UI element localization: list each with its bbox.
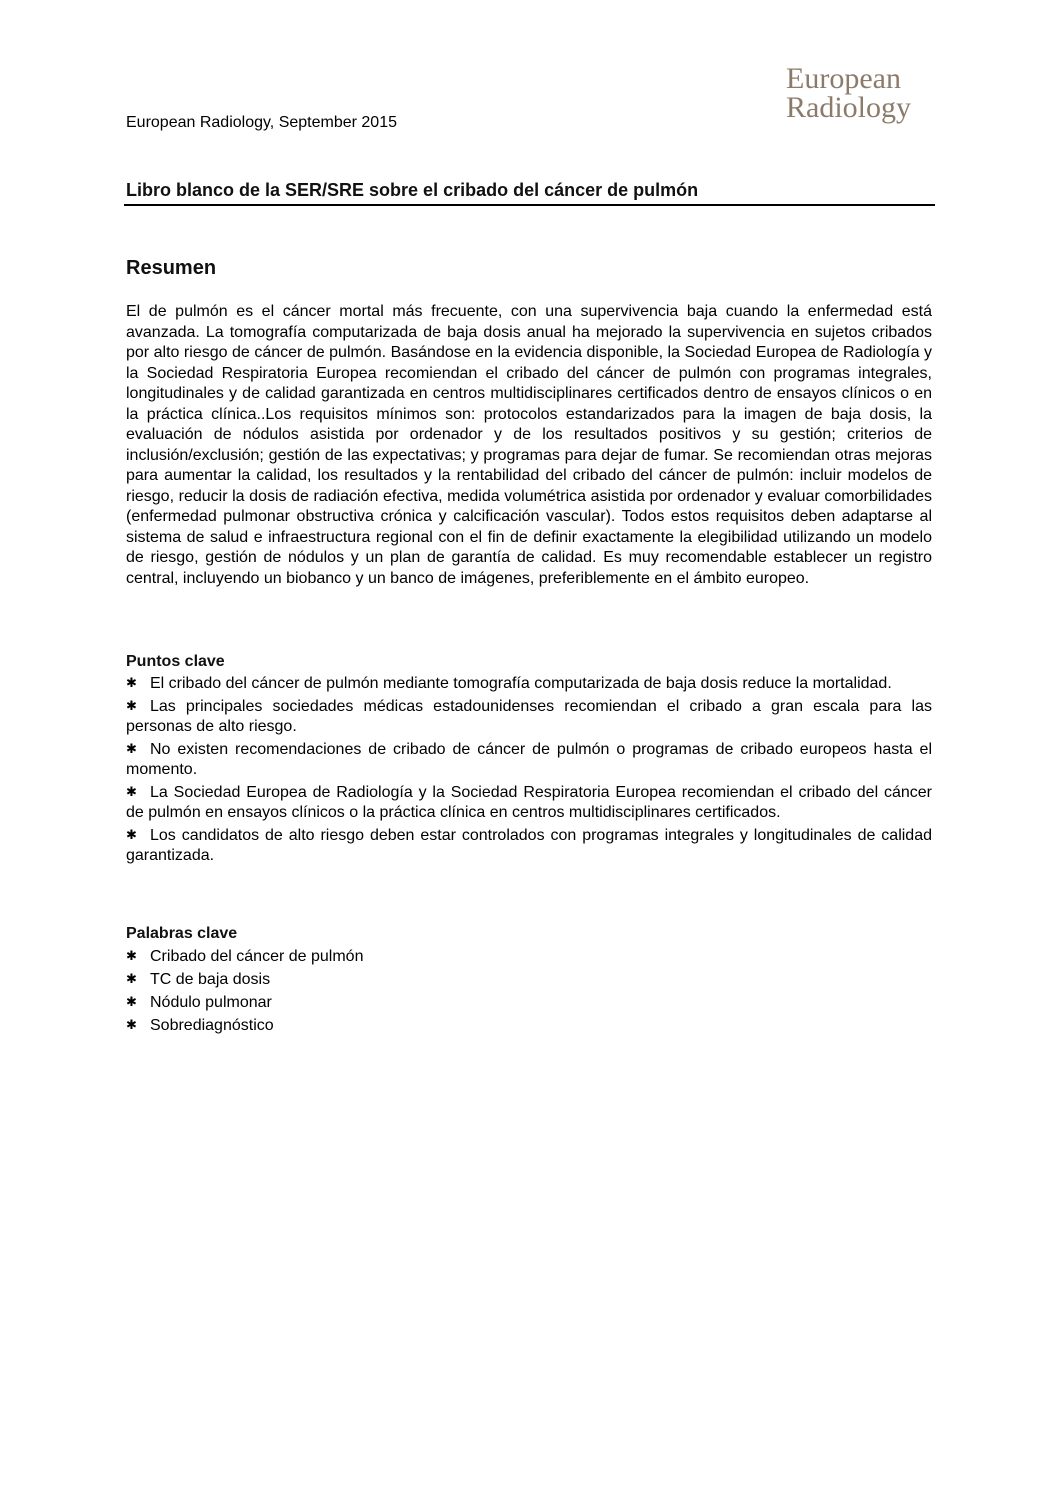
key-point-text: Los candidatos de alto riesgo deben estar controlados con programas integrales y longitudinales de calidad garantizada. [126,826,932,864]
bullet-icon: ✱ [126,971,137,986]
key-point-text: No existen recomendaciones de cribado de cáncer de pulmón o programas de cribado europeos hasta el momento. [126,740,932,778]
key-point-text: El cribado del cáncer de pulmón mediante tomografía computarizada de baja dosis reduce la mortalidad. [150,675,892,692]
keywords-list [126,945,363,1037]
logo-line-1: European [786,62,901,95]
title-divider [124,204,935,206]
key-points-list [126,673,932,868]
keyword-item [126,945,363,968]
bullet-icon: ✱ [126,994,137,1009]
key-point-text: Las principales sociedades médicas estadounidenses recomiendan el cribado a gran escala para las personas de alto riesgo. [126,697,932,735]
bullet-icon: ✱ [126,740,137,756]
bullet-icon: ✱ [126,697,137,713]
key-point-text: La Sociedad Europea de Radiología y la Sociedad Respiratoria Europea recomiendan el cribado del cáncer de pulmón en ensayos clínicos o la práctica clínica en centros multidisciplinares certificados. [126,783,932,821]
keyword-item [126,1014,363,1037]
key-point-item [126,673,932,695]
document-title: Libro blanco de la SER/SRE sobre el cribado del cáncer de pulmón [126,180,699,200]
keyword-item [126,991,363,1014]
bullet-icon: ✱ [126,783,137,799]
abstract-text: El de pulmón es el cáncer mortal más frecuente, con una supervivencia baja cuando la enfermedad está avanzada. La tomografía computarizada de baja dosis anual ha mejorado la supervivencia en sujetos cribados por alto riesgo de cáncer de pulmón. Basándose en la evidencia disponible, la Sociedad Europea de Radiología y la Sociedad Respiratoria Europea recomiendan el cribado del cáncer de pulmón con programas integrales, longitudinales y de calidad garantizada en centros multidisciplinares certificados dentro de ensayos clínicos o en la práctica clínica..Los requisitos mínimos son: protocolos estandarizados para la imagen de baja dosis, la evaluación de nódulos asistida por ordenador y de los resultados positivos y su gestión; criterios de inclusión/exclusión; gestión de las expectativas; y programas para dejar de fumar. Se recomiendan otras mejoras para aumentar la calidad, los resultados y la rentabilidad del cribado del cáncer de pulmón: incluir modelos de riesgo, reducir la dosis de radiación efectiva, medida volumétrica asistida por ordenador y evaluar comorbilidades (enfermedad pulmonar obstructiva crónica y calcificación vascular). Todos estos requisitos deben adaptarse al sistema de salud e infraestructura regional con el fin de definir exactamente la elegibilidad utilizando un modelo de riesgo, gestión de nódulos y un plan de garantía de calidad. Es muy recomendable establecer un registro central, incluyendo un biobanco y un banco de imágenes, preferiblemente en el ámbito europeo. [126,303,932,587]
key-point-item [126,825,932,867]
keyword-text: TC de baja dosis [150,971,271,988]
keyword-text: Cribado del cáncer de pulmón [150,948,364,965]
bullet-icon: ✱ [126,1017,137,1032]
abstract-heading: Resumen [126,257,217,279]
keyword-item [126,968,363,991]
keywords-heading: Palabras clave [126,925,238,942]
key-point-item [126,696,932,738]
journal-logo [786,64,911,122]
bullet-icon: ✱ [126,948,137,963]
journal-citation: European Radiology, September 2015 [126,114,397,131]
key-point-item [126,739,932,781]
logo-line-2: Radiology [786,91,911,124]
key-points-heading: Puntos clave [126,653,225,670]
keyword-text: Nódulo pulmonar [150,994,272,1011]
bullet-icon: ✱ [126,826,137,842]
bullet-icon: ✱ [126,675,137,690]
key-point-item [126,782,932,824]
keyword-text: Sobrediagnóstico [150,1017,274,1034]
